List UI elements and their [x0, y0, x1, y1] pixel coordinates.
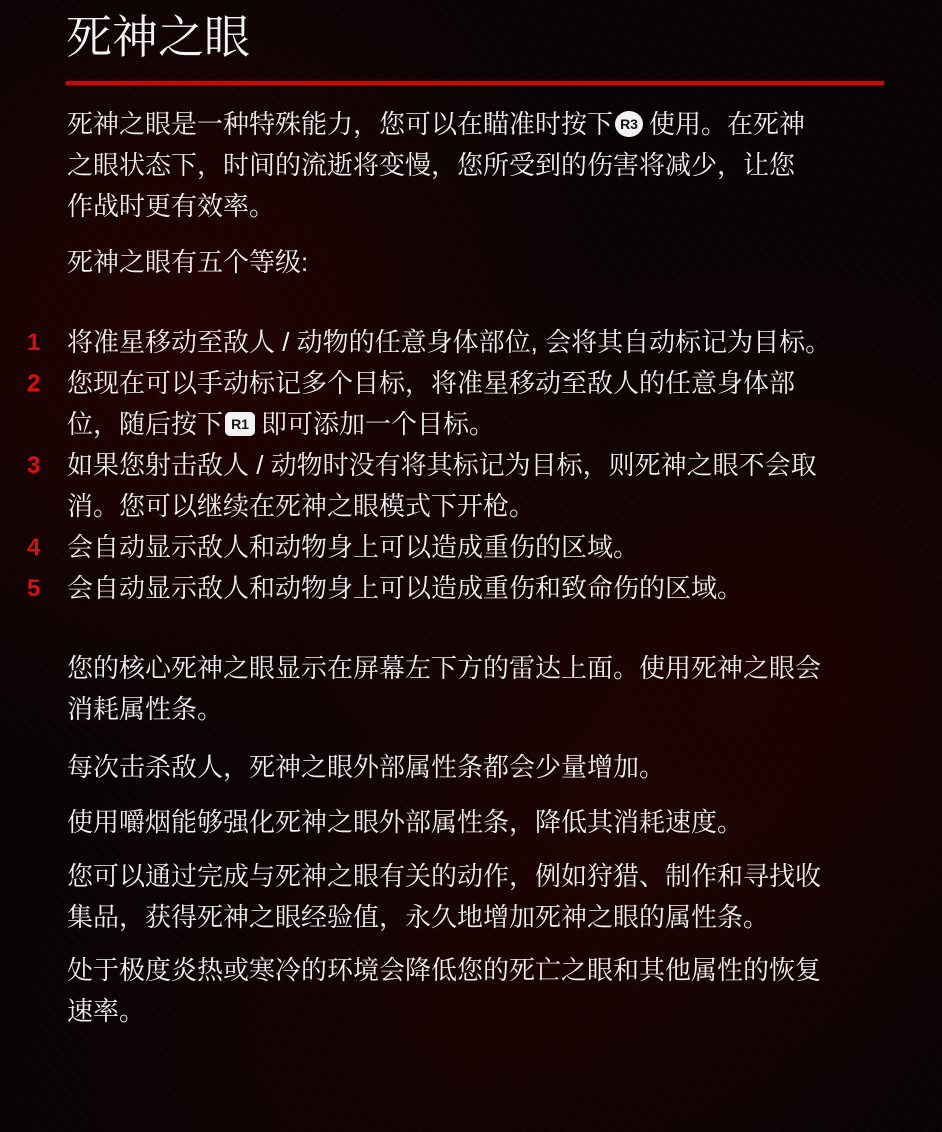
level-item	[67, 527, 639, 568]
level-text: 如果您射击敌人 / 动物时没有将其标记为目标，则死神之眼不会取	[67, 450, 817, 480]
level-text: 您现在可以手动标记多个目标，将准星移动至敌人的任意身体部	[67, 368, 796, 398]
intro-text: 死神之眼是一种特殊能力，您可以在瞄准时按下	[67, 109, 614, 139]
info-paragraph	[67, 802, 743, 843]
level-item	[67, 363, 795, 445]
intro-text: 作战时更有效率。	[67, 191, 276, 221]
level-number: 5	[27, 575, 41, 602]
paragraph-text: 处于极度炎热或寒冷的环境会降低您的死亡之眼和其他属性的恢复	[67, 955, 822, 985]
level-text: 会自动显示敌人和动物身上可以造成重伤和致命伤的区域。	[67, 573, 744, 603]
levels-heading: 死神之眼有五个等级:	[67, 247, 309, 277]
intro-text: 之眼状态下，时间的流逝将变慢，您所受到的伤害将减少，让您	[67, 150, 796, 180]
paragraph-text: 消耗属性条。	[67, 694, 224, 724]
info-paragraph	[67, 856, 821, 938]
level-number: 1	[27, 329, 41, 356]
paragraph-text: 使用嚼烟能够强化死神之眼外部属性条，降低其消耗速度。	[67, 807, 744, 837]
level-number: 3	[27, 452, 41, 479]
level-text: 消。您可以继续在死神之眼模式下开枪。	[67, 491, 536, 521]
level-text: 将准星移动至敌人 / 动物的任意身体部位, 会将其自动标记为目标。	[67, 327, 832, 357]
level-item	[67, 445, 817, 527]
r1-button-icon: R1	[225, 412, 255, 436]
level-text: 会自动显示敌人和动物身上可以造成重伤的区域。	[67, 532, 640, 562]
info-paragraph	[67, 648, 821, 730]
page-title: 死神之眼	[66, 12, 250, 63]
level-number: 4	[27, 534, 41, 561]
level-item	[67, 568, 743, 609]
paragraph-text: 速率。	[67, 996, 146, 1026]
level-number: 2	[27, 370, 41, 397]
info-paragraph	[67, 747, 665, 788]
r3-button-icon: R3	[615, 111, 643, 137]
title-divider	[66, 81, 884, 85]
paragraph-text: 集品，获得死神之眼经验值，永久地增加死神之眼的属性条。	[67, 902, 770, 932]
paragraph-text: 您可以通过完成与死神之眼有关的动作，例如狩猎、制作和寻找收	[67, 861, 822, 891]
intro-paragraph	[67, 104, 805, 227]
paragraph-text: 每次击杀敌人，死神之眼外部属性条都会少量增加。	[67, 752, 666, 782]
level-item	[67, 322, 831, 363]
level-text: 即可添加一个目标。	[261, 409, 496, 439]
paragraph-text: 您的核心死神之眼显示在屏幕左下方的雷达上面。使用死神之眼会	[67, 653, 822, 683]
intro-text: 使用。在死神	[649, 109, 806, 139]
info-paragraph	[67, 950, 821, 1032]
level-text: 位，随后按下	[67, 409, 224, 439]
